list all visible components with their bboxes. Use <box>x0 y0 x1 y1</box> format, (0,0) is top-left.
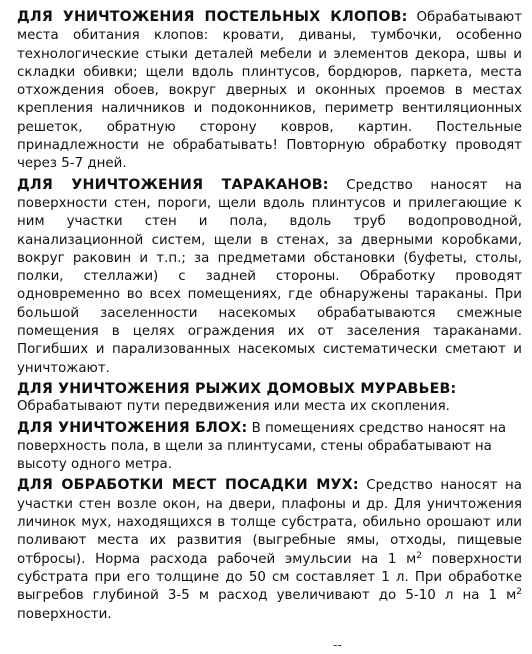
section-heading: ДЛЯ ОБРАБОТКИ МЕСТ ПОСАДКИ МУХ: <box>17 477 359 494</box>
section-cockroaches <box>17 176 522 378</box>
section-heading: ДЛЯ УНИЧТОЖЕНИЯ ТАРАКАНОВ: <box>17 176 329 193</box>
footer-mark: -- <box>333 638 342 652</box>
section-ants <box>17 380 522 417</box>
superscript-square: 2 <box>416 550 422 561</box>
section-heading: ДЛЯ УНИЧТОЖЕНИЯ БЛОХ: <box>17 419 248 436</box>
section-text-part-3: поверхности. <box>17 606 112 622</box>
section-text: Обрабатывают пути передвижения или места их скопления. <box>17 399 450 415</box>
section-fleas <box>17 419 522 475</box>
section-flies <box>17 476 522 623</box>
section-text-part-2: поверхности субстрата при его толщине до 50 см составляет 1 л. При обработке выгребов глубиной 3-5 м расход увеличивают до 5-10 л на 1 м <box>17 551 522 604</box>
section-text: Средство наносят на поверхности стен, пороги, щели вдоль плинтусов и прилегающие к ним участки стен и пола, вдоль труб водопроводной, канализационной систем, щели в стенах, за дверными коробками, вокруг раковин и т.п.; за предметами обстановки (буфеты, столы, полки, стеллажи) с задней стороны. Обработку проводят одновременно во всех помещениях, где обнаружены тараканы. При большой заселенности насекомых обрабатываются смежные помещения в целях ограждения их от заселения тараканами. Погибших и парализованных насекомых систематически сметают и уничтожают. <box>17 177 523 376</box>
section-bedbugs <box>17 8 522 174</box>
section-text-part-1: Средство наносят на участки стен возле окон, на двери, плафоны и др. Для уничтожения личинок мух, находящихся в толще субстрата, обильно орошают или поливают места их развития (выгребные ямы, отходы, пищевые отбросы). Норма расхода рабочей эмульсии на 1 м <box>17 478 523 567</box>
section-heading: ДЛЯ УНИЧТОЖЕНИЯ РЫЖИХ ДОМОВЫХ МУРАВЬЕВ: <box>17 380 457 397</box>
section-text: В помещениях средство наносят на поверхность пола, в щели за плинтусами, стены обрабатывают на высоту одного метра. <box>17 420 507 473</box>
superscript-square: 2 <box>516 587 522 598</box>
section-text: Обрабатывают места обитания клопов: кровати, диваны, тумбочки, особенно технологические стыки деталей мебели и элементов декора, швы и складки обивки; щели вдоль плинтусов, бордюров, паркета, места отхождения обоев, вокруг дверных и оконных проемов в местах крепления наличников и подоконников, периметр вентиляционных решеток, обратную сторону ковров, картин. Постельные принадлежности не обрабатывать! Повторную обработку проводят через 5-7 дней. <box>17 10 522 172</box>
section-heading: ДЛЯ УНИЧТОЖЕНИЯ ПОСТЕЛЬНЫХ КЛОПОВ: <box>17 9 408 25</box>
